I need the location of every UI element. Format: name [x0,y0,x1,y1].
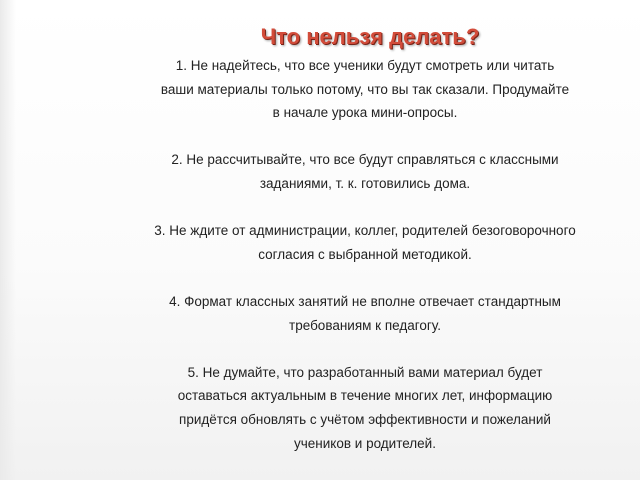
item-2-line-1: 2. Не рассчитывайте, что все будут справляться с классными [171,152,559,168]
list-item-4 [108,290,622,337]
item-5-line-4: учеников и родителей. [294,435,436,451]
item-1-line-3: в начале урока мини-опросы. [272,105,458,121]
slide-content [108,54,622,455]
item-5-line-2: оставаться актуальным в течение многих лет, информацию [177,388,553,404]
item-1-line-2: ваши материалы только потому, что вы так сказали. Продумайте [160,81,570,97]
list-item-2 [108,148,622,195]
item-4-line-2: требованиям к педагогу. [289,317,441,333]
item-3-line-1: 3. Не ждите от администрации, коллег, родителей безоговорочного [154,223,576,239]
item-3-line-2: согласия с выбранной методикой. [258,246,472,262]
item-5-line-1: 5. Не думайте, что разработанный вами материал будет [187,364,543,380]
item-4-line-1: 4. Формат классных занятий не вполне отвечает стандартным [169,293,561,309]
item-2-line-2: заданиями, т. к. готовились дома. [259,175,471,191]
slide-title: Что нельзя делать? [260,24,480,49]
list-item-1 [108,54,622,125]
slide-edge-shade [0,0,16,480]
list-item-3 [108,219,622,266]
item-1-line-1: 1. Не надейтесь, что все ученики будут смотреть или читать [175,58,555,73]
list-item-5 [108,361,622,455]
item-5-line-3: придётся обновлять с учётом эффективности и пожеланий [179,411,551,427]
